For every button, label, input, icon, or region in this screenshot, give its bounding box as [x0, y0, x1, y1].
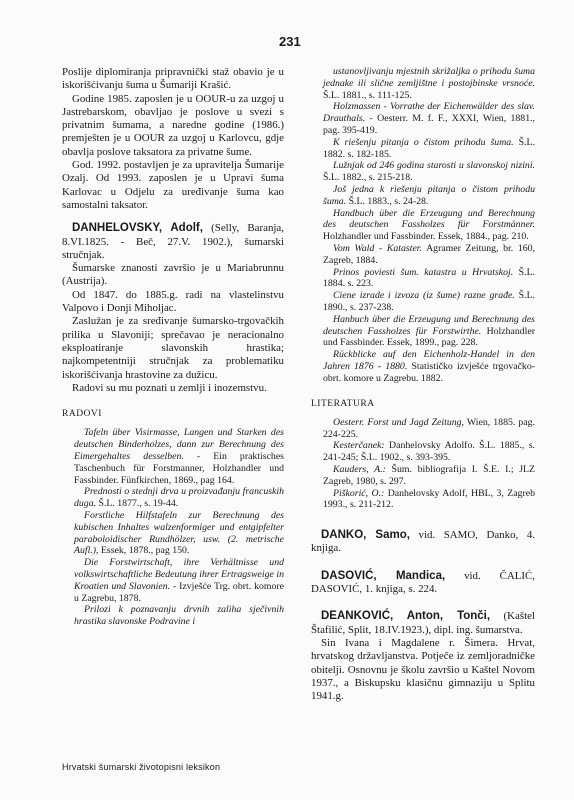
reference-title: Još jedna k riešenju pitanja o čistom prihodu šuma. [323, 183, 535, 207]
entry-heading: DASOVIĆ, Mandica, [321, 569, 446, 582]
reference [311, 417, 535, 441]
reference-details: Š.L. 1883., s. 24-28. [346, 195, 429, 207]
reference [62, 604, 284, 628]
paragraph: Radovi su mu poznati u zemlji i inozemstvu. [72, 381, 267, 394]
left-column [62, 66, 284, 628]
reference-details: Izvješće Trg. obrt. komore u Zagrebu, 1878. [74, 580, 284, 604]
reference-title: ustanovljivanju mjestnih skrižaljka o prihodu šuma jednake ili slične zemljištne i postojbinske vrsnoće. [323, 66, 535, 89]
reference-title: Kauders, A.: [333, 464, 386, 475]
reference-details: Šum. bibliografija I. Š.E. I.; JLZ Zagreb, 1980, s. 297. [323, 464, 536, 487]
reference-title: Ciene izrade i izvoza (iz šume) razne građe. [333, 290, 515, 302]
right-column [311, 66, 535, 703]
paragraph: Poslije diplomiranja pripravnički staž obavio je u iskorišćivanju šuma u Šumariji Krašić. [62, 66, 284, 92]
reference [311, 464, 535, 488]
reference-title: Prinos poviesti šum. katastra u Hrvatskoj. [333, 266, 514, 278]
reference-title: Oesterr. Forst und Jagd Zeitung, [333, 416, 464, 428]
paragraph: God. 1992. postavljen je za upravitelja Šumarije Ozalj. Od 1993. zaposlen je u Upravi šuma Karlovac u Odjelu za uređivanje šuma kao samostalni taksator. [62, 159, 284, 211]
section-heading-radovi: RADOVI [62, 409, 102, 420]
reference [311, 101, 535, 136]
paragraph: Sin Ivana i Magdalene r. Šimera. Hrvat, hrvatskog državljanstva. Potječe iz zemljoradničke obitelji. Osnovnu je školu završio u Kaštel Novom 1937., a Biskupsku klasičnu gimnaziju u Splitu 1941.g. [311, 636, 535, 703]
reference-title: Piškorić, O.: [333, 487, 385, 499]
reference-title: Lužnjak od 246 godina starosti u slavonskoj nizini. [333, 160, 535, 172]
entry-heading: DANKO, Samo, [321, 529, 410, 542]
reference-details: Agramer Zeitung, br. 160, Zagreb, 1884. [323, 242, 535, 266]
reference-details: Holzhandler und Fassbinder. Essek, 1884., pag. 210. [323, 231, 529, 243]
reference [311, 208, 535, 243]
reference [62, 427, 284, 486]
reference [311, 184, 535, 208]
entry-intro: (Kaštel Štafilić, Split, 18.IV.1923.), dipl. ing. šumarstva. [311, 610, 535, 636]
reference [62, 486, 284, 510]
section-heading-literatura: LITERATURA [311, 398, 375, 409]
reference-details: - Oesterr. M. f. F., XXXI, Wien, 1881., pag. 395-419. [323, 113, 535, 136]
reference-details: Š.L. 1890., s. 237-238. [323, 290, 535, 313]
entry-dasovic [311, 570, 535, 597]
reference-title: Tafeln über Visirmasse, Langen und Starken des deutschen Binderholzes, dann zur Berechnung des Eimergehaltes desselben. - [74, 427, 284, 463]
entry-heading: DANHELOVSKY, Adolf, [72, 222, 203, 235]
reference [62, 510, 284, 557]
reference-details: Danhelovsky Adolfo. Š.L. 1885., s. 241-245; Š.L. 1902., s. 393-395. [323, 440, 535, 464]
entry-heading: DEANKOVIĆ, Anton, Tonči, [321, 610, 491, 623]
reference-title: Die Forstwirtschaft, ihre Verhältnisse und volkswirtschaftliche Bedeutung ihrer Ertragsweige in Kroatien und Slavonien. - [74, 557, 284, 592]
reference [311, 488, 535, 512]
reference-details: Wien, 1885. pag. 224-225. [323, 416, 535, 440]
reference [311, 267, 535, 291]
reference-title: K riešenju pitanja o čistom prihodu šuma. [333, 136, 514, 148]
entry-deankovic [311, 610, 535, 637]
reference [62, 557, 284, 604]
reference-title: Handbuch über die Erzeugung und Berechnung des deutschen Fassholzes für Forstmänner. [323, 207, 535, 231]
reference-details: Š.L. 1884. s. 223. [323, 266, 536, 290]
reference-title: Kesterčanek: [333, 440, 385, 452]
reference-details: Š.L. 1881., s. 111-125. [323, 89, 412, 101]
reference-details: Essek, 1878., pag 150. [98, 545, 190, 557]
paragraph: Godine 1985. zaposlen je u OOUR-u za uzgoj u Jastrebarskom, obavljao je poslove u svezi s privatnim šumama, a naredne godine (1986.) premješten je u OOUR za uzgoj u Karlovcu, gdje obavlja poslove taksatora za privatne šume. [62, 92, 284, 158]
reference-details: Š.L. 1882., s. 215-218. [323, 172, 413, 184]
page-number: 231 [279, 34, 301, 49]
paragraph: Od 1847. do 1885.g. radi na vlastelinstvu Valpovo i Donji Miholjac. [62, 288, 284, 315]
reference [311, 349, 535, 384]
reference [311, 440, 535, 464]
entry-danhelovsky [62, 222, 284, 262]
entry-danko [311, 529, 535, 556]
entry-intro: vid. SAMO, Danko, 4. knjiga. [311, 529, 535, 555]
reference-details: Š.L. 1882. s. 182-185. [323, 136, 535, 160]
reference-title: Hanbuch über die Erzeugung und Berechnung des deutschen Fassholzes für Forstwirthe. [323, 313, 535, 337]
reference-title: Rückblicke auf den Eichenholz-Handel in den Jahren 1876 - 1880. [323, 349, 535, 372]
reference-title: Prilozi k poznavanju drvnih zaliha sječivnih hrastika slavonske Podravine i [74, 604, 284, 628]
reference-details: Š.L. 1877., s. 19-44. [96, 498, 179, 510]
entry-intro: (Selly, Baranja, 8.VI.1825. - Beč, 27.V. 1902.), šumarski stručnjak. [62, 222, 284, 261]
reference-details: Ein praktisches Taschenbuch für Forstmanner, Holzhandler und Fassbinder. Fünfkirchen, 1869., pag 164. [74, 451, 284, 486]
reference-title: Vom Wald - Kataster. [333, 242, 422, 254]
reference [311, 66, 535, 101]
reference [311, 290, 535, 314]
paragraph: Šumarske znanosti završio je u Mariabrunnu (Austrija). [62, 262, 284, 288]
reference-title: Holzmassen - Vorrathe der Eichenwälder des slav. Drauthals. [323, 101, 535, 125]
footer: Hrvatski šumarski životopisni leksikon [62, 762, 221, 772]
reference [311, 137, 535, 161]
reference-details: Statističko izvješće trgovačko-obrt. komore u Zagrebu. 1882. [323, 360, 535, 384]
reference [311, 160, 535, 184]
entry-intro: vid. ČALIĆ, DASOVIĆ, 1. knjiga, s. 224. [311, 569, 535, 596]
paragraph: Zaslužan je za sređivanje šumarsko-trgovačkih prilika u Slavoniji; sprečavao je neracionalno eksploatiranje slavonskih hrastika; najkompetentniji stručnjak za problematiku iskorišćivanja hrastovine za dužicu. [62, 315, 284, 381]
reference-details: Holzhandler und Fassbinder. Essek, 1899., pag. 228. [323, 325, 535, 349]
reference [311, 243, 535, 267]
reference-title: Forstliche Hilfstafeln zur Berechnung des kubischen Inhaltes walzenformiger und entgipfelter paraboloidischer Rundhölzer, usw. (2. metrische Aufl.), [74, 510, 284, 557]
reference [311, 314, 535, 349]
reference-title: Prednosti o stednji drva u proizvađanju francuskih duga. [74, 486, 284, 510]
reference-details: Danhelovsky Adolf, HBL, 3, Zagreb 1993., s. 211-212. [323, 487, 535, 511]
